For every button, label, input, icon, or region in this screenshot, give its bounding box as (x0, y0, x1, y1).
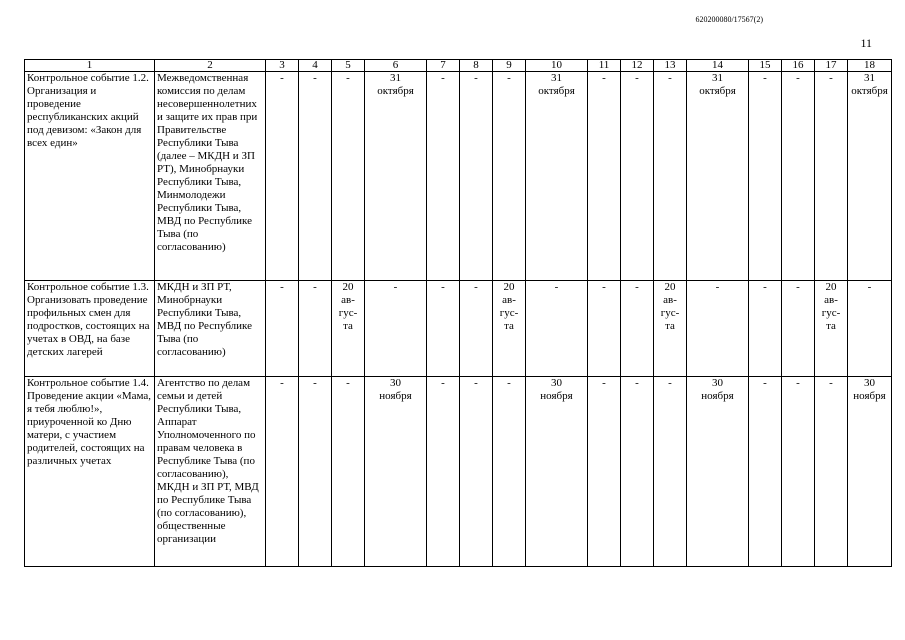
date-cell: - (493, 72, 526, 281)
table-row (25, 281, 892, 377)
col-header: 9 (493, 60, 526, 72)
date-cell: 31 октября (687, 72, 749, 281)
date-cell: - (621, 281, 654, 377)
date-cell: - (332, 72, 365, 281)
col-header: 7 (427, 60, 460, 72)
executor-cell: Межведомственная комиссия по делам несовершеннолетних и защите их прав при Правительстве Республики Тыва (далее – МКДН и ЗП РТ), Минобрнауки Республики Тыва, Минмолодежи Республики Тыва, МВД по Республике Тыва (по согласованию) (155, 72, 266, 281)
date-cell: 30 ноября (687, 377, 749, 567)
date-cell: - (621, 377, 654, 567)
col-header: 16 (782, 60, 815, 72)
date-cell: 20 ав- гус- та (332, 281, 365, 377)
col-header: 12 (621, 60, 654, 72)
header-row (25, 60, 892, 72)
col-header: 17 (815, 60, 848, 72)
col-header: 6 (365, 60, 427, 72)
date-cell: - (427, 281, 460, 377)
col-header: 15 (749, 60, 782, 72)
date-cell: - (749, 377, 782, 567)
date-cell: - (493, 377, 526, 567)
date-cell: 30 ноября (848, 377, 892, 567)
date-cell: 30 ноября (526, 377, 588, 567)
executor-cell: Агентство по делам семьи и детей Республики Тыва, Аппарат Уполномоченного по правам человека в Республике Тыва (по согласованию), МКДН и ЗП РТ, МВД по Республике Тыва (по согласованию), общественные организации (155, 377, 266, 567)
date-cell: - (266, 72, 299, 281)
table-row (25, 72, 892, 281)
date-cell: - (687, 281, 749, 377)
table-row (25, 377, 892, 567)
col-header: 2 (155, 60, 266, 72)
date-cell: 20 ав- гус- та (493, 281, 526, 377)
date-cell: - (266, 281, 299, 377)
executor-cell: МКДН и ЗП РТ, Минобрнауки Республики Тыва, МВД по Республике Тыва (по согласованию) (155, 281, 266, 377)
col-header: 13 (654, 60, 687, 72)
date-cell: - (815, 377, 848, 567)
date-cell: - (621, 72, 654, 281)
event-cell: Контрольное событие 1.3. Организовать проведение профильных смен для подростков, состоящих на учетах в ОВД, на базе детских лагерей (25, 281, 155, 377)
date-cell: - (365, 281, 427, 377)
date-cell: - (299, 281, 332, 377)
col-header: 8 (460, 60, 493, 72)
date-cell: 20 ав- гус- та (815, 281, 848, 377)
date-cell: 30 ноября (365, 377, 427, 567)
event-cell: Контрольное событие 1.2. Организация и проведение республиканских акций под девизом: «Закон для всех един» (25, 72, 155, 281)
date-cell: - (782, 281, 815, 377)
date-cell: 20 ав- гус- та (654, 281, 687, 377)
date-cell: - (815, 72, 848, 281)
page-number: 11 (860, 36, 872, 50)
col-header: 11 (588, 60, 621, 72)
date-cell: - (266, 377, 299, 567)
date-cell: - (460, 281, 493, 377)
col-header: 10 (526, 60, 588, 72)
date-cell: 31 октября (365, 72, 427, 281)
schedule-table (24, 59, 892, 567)
date-cell: - (299, 72, 332, 281)
date-cell: - (427, 72, 460, 281)
date-cell: - (782, 72, 815, 281)
date-cell: - (427, 377, 460, 567)
col-header: 18 (848, 60, 892, 72)
date-cell: 31 октября (848, 72, 892, 281)
col-header: 4 (299, 60, 332, 72)
date-cell: - (588, 377, 621, 567)
col-header: 1 (25, 60, 155, 72)
date-cell: - (782, 377, 815, 567)
date-cell: - (526, 281, 588, 377)
date-cell: - (588, 281, 621, 377)
event-cell: Контрольное событие 1.4. Проведение акции «Мама, я тебя люблю!», приуроченной ко Дню матери, с участием родителей, состоящих на различных учетах (25, 377, 155, 567)
date-cell: - (654, 72, 687, 281)
date-cell: - (848, 281, 892, 377)
col-header: 14 (687, 60, 749, 72)
date-cell: - (299, 377, 332, 567)
col-header: 5 (332, 60, 365, 72)
date-cell: - (749, 281, 782, 377)
col-header: 3 (266, 60, 299, 72)
date-cell: - (332, 377, 365, 567)
document-number: 620200080/17567(2) (695, 15, 763, 24)
date-cell: - (460, 72, 493, 281)
date-cell: - (654, 377, 687, 567)
date-cell: - (460, 377, 493, 567)
date-cell: - (588, 72, 621, 281)
date-cell: 31 октября (526, 72, 588, 281)
date-cell: - (749, 72, 782, 281)
